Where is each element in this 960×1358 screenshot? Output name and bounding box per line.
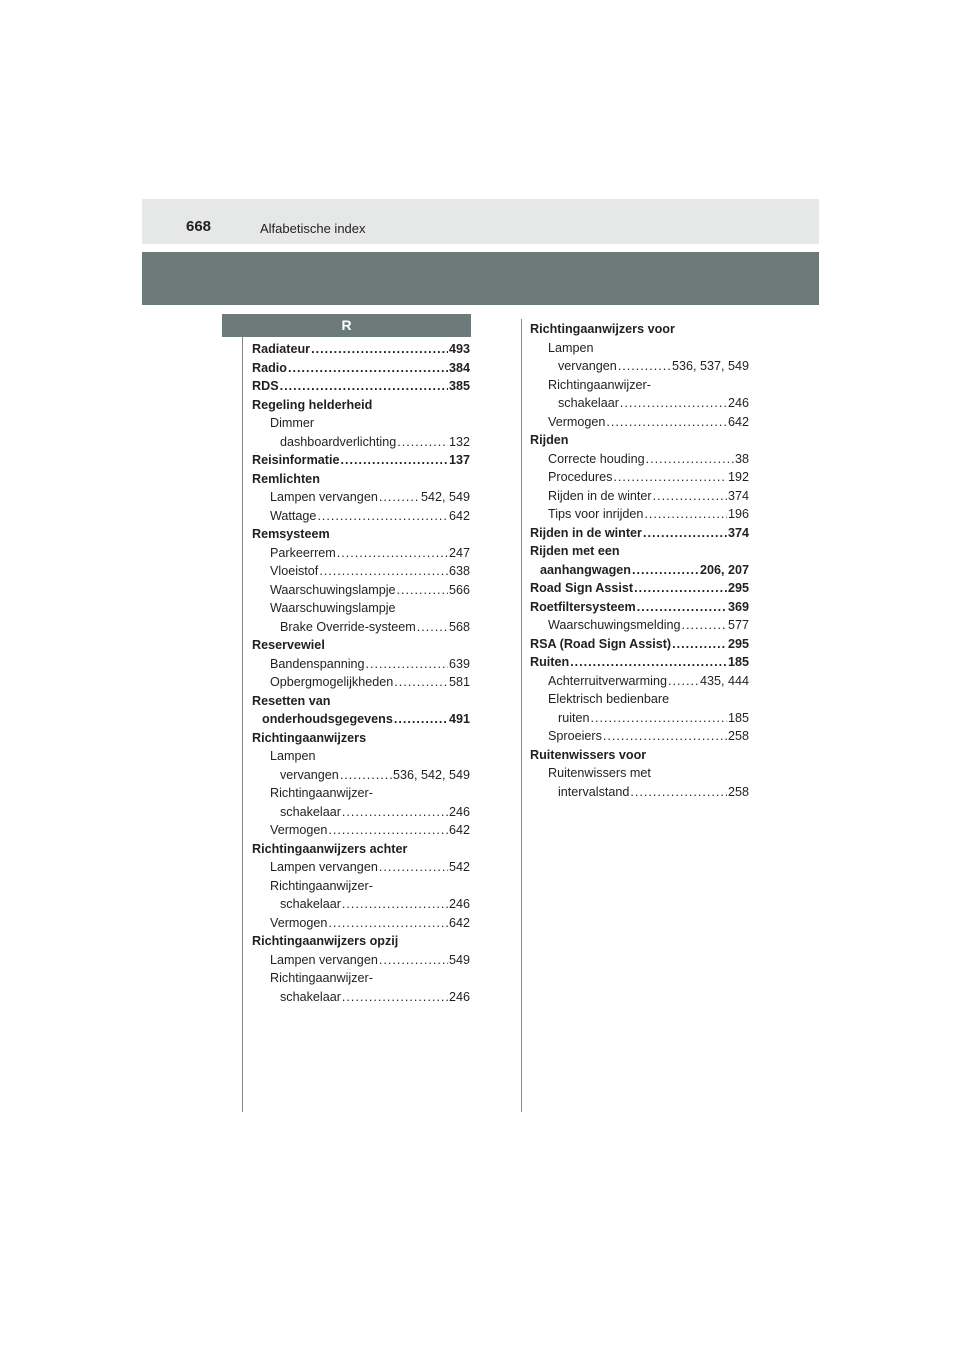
index-entry-page[interactable]: 542, 549 bbox=[420, 490, 470, 504]
index-entry bbox=[252, 581, 470, 600]
index-entry bbox=[530, 339, 749, 358]
index-entry-page[interactable]: 247 bbox=[448, 545, 470, 560]
index-entry-text: Bandenspanning bbox=[270, 656, 365, 671]
index-entry-text: Waarschuwingslampje bbox=[270, 582, 396, 597]
index-entry-text: Vloeistof bbox=[270, 564, 319, 578]
index-entry bbox=[530, 487, 749, 506]
index-entry bbox=[252, 766, 470, 785]
index-entry bbox=[530, 357, 749, 376]
index-entry-page[interactable]: 258 bbox=[727, 729, 749, 743]
leader-dots bbox=[379, 858, 448, 877]
index-entry bbox=[252, 988, 470, 1007]
page-number: 668 bbox=[186, 218, 212, 235]
leader-dots bbox=[620, 394, 727, 413]
leader-dots bbox=[394, 673, 448, 692]
index-entry bbox=[252, 710, 470, 729]
middle-column-rule bbox=[521, 319, 522, 1112]
index-entry bbox=[252, 359, 470, 378]
index-entry bbox=[530, 450, 749, 469]
leader-dots bbox=[328, 914, 448, 933]
index-entry bbox=[530, 394, 749, 413]
index-entry-text: Road Sign Assist bbox=[530, 581, 634, 595]
leader-dots bbox=[328, 821, 448, 840]
index-entry bbox=[252, 729, 470, 748]
index-entry-page[interactable]: 246 bbox=[448, 989, 470, 1004]
index-entry-text: Reisinformatie bbox=[252, 453, 340, 467]
index-entry-page[interactable]: 581 bbox=[448, 675, 470, 689]
leader-dots bbox=[397, 581, 448, 600]
leader-dots bbox=[637, 598, 727, 617]
index-entry-page[interactable]: 566 bbox=[448, 582, 470, 597]
index-entry bbox=[252, 507, 470, 526]
index-entry-page[interactable]: 374 bbox=[727, 488, 749, 503]
leader-dots bbox=[643, 524, 727, 543]
index-entry-text: Parkeerrem bbox=[270, 545, 336, 560]
index-entry-text: Reservewiel bbox=[252, 638, 325, 652]
leader-dots bbox=[379, 488, 420, 507]
index-entry-page[interactable]: 536, 542, 549 bbox=[392, 767, 470, 782]
leader-dots bbox=[340, 451, 448, 470]
index-entry bbox=[530, 561, 749, 580]
index-entry-text: Rijden in de winter bbox=[548, 488, 652, 503]
index-entry-page[interactable]: 542 bbox=[448, 860, 470, 874]
index-entry-text: Rijden bbox=[530, 433, 569, 447]
index-entry-page[interactable]: 246 bbox=[448, 804, 470, 819]
index-entry-page[interactable]: 638 bbox=[448, 564, 470, 578]
index-entry-text: Wattage bbox=[270, 508, 317, 523]
index-entry bbox=[252, 914, 470, 933]
index-entry-text: Richtingaanwijzers voor bbox=[530, 322, 675, 336]
index-entry-page[interactable]: 196 bbox=[727, 507, 749, 521]
index-entry-text: Waarschuwingslampje bbox=[270, 601, 396, 615]
index-entry bbox=[252, 562, 470, 581]
index-entry-text: Ruiten bbox=[530, 655, 570, 669]
index-entry bbox=[530, 413, 749, 432]
index-entry-text: Elektrisch bedienbare bbox=[548, 692, 670, 706]
index-entry bbox=[252, 544, 470, 563]
index-entry-page[interactable]: 246 bbox=[448, 897, 470, 911]
index-entry-text: Vermogen bbox=[270, 915, 328, 930]
index-entry-page[interactable]: 385 bbox=[448, 379, 470, 393]
index-entry-page[interactable]: 258 bbox=[727, 784, 749, 799]
leader-dots bbox=[606, 413, 727, 432]
leader-dots bbox=[342, 895, 448, 914]
index-entry-text: RSA (Road Sign Assist) bbox=[530, 636, 672, 651]
index-entry-text: Radio bbox=[252, 360, 287, 375]
index-entry-text: dashboardverlichting bbox=[280, 434, 397, 449]
index-entry bbox=[252, 821, 470, 840]
index-column-2 bbox=[530, 320, 749, 801]
index-entry bbox=[530, 783, 749, 802]
index-entry-text: Dimmer bbox=[270, 416, 315, 430]
index-entry-page[interactable]: 185 bbox=[727, 710, 749, 725]
index-entry bbox=[252, 377, 470, 396]
leader-dots bbox=[337, 544, 448, 563]
index-entry-text: Richtingaanwijzer- bbox=[548, 377, 651, 392]
index-entry-text: aanhangwagen bbox=[540, 562, 631, 577]
leader-dots bbox=[644, 505, 727, 524]
leader-dots bbox=[342, 803, 448, 822]
index-entry bbox=[530, 709, 749, 728]
index-entry bbox=[252, 932, 470, 951]
index-entry bbox=[530, 727, 749, 746]
leader-dots bbox=[591, 709, 727, 728]
index-entry-text: ruiten bbox=[558, 710, 590, 725]
leader-dots bbox=[317, 507, 448, 526]
leader-dots bbox=[630, 783, 727, 802]
index-entry bbox=[252, 433, 470, 452]
index-entry-text: Vermogen bbox=[270, 823, 328, 837]
index-entry-page[interactable]: 493 bbox=[448, 342, 470, 356]
index-entry bbox=[530, 616, 749, 635]
index-entry-text: Richtingaanwijzers bbox=[252, 730, 367, 745]
leader-dots bbox=[646, 450, 734, 469]
index-entry-page[interactable]: 536, 537, 549 bbox=[671, 359, 749, 373]
leader-dots bbox=[340, 766, 392, 785]
leader-dots bbox=[632, 561, 699, 580]
index-entry bbox=[252, 673, 470, 692]
leader-dots bbox=[603, 727, 727, 746]
index-entry bbox=[530, 672, 749, 691]
index-entry-page[interactable]: 491 bbox=[448, 712, 470, 726]
index-entry bbox=[252, 636, 470, 655]
index-entry-page[interactable]: 132 bbox=[448, 434, 470, 449]
index-entry-text: Richtingaanwijzer- bbox=[270, 786, 373, 800]
index-entry-page[interactable]: 246 bbox=[727, 396, 749, 410]
index-entry-text: vervangen bbox=[280, 767, 339, 782]
index-entry-page[interactable]: 642 bbox=[727, 414, 749, 429]
leader-dots bbox=[634, 579, 727, 598]
index-entry bbox=[252, 803, 470, 822]
index-entry bbox=[252, 525, 470, 544]
index-entry-text: Lampen vervangen bbox=[270, 952, 378, 967]
index-entry bbox=[252, 488, 470, 507]
leader-dots bbox=[366, 655, 448, 674]
index-entry bbox=[530, 542, 749, 561]
leader-dots bbox=[394, 710, 448, 729]
index-entry bbox=[252, 877, 470, 896]
index-entry bbox=[530, 376, 749, 395]
leader-dots bbox=[342, 988, 448, 1007]
index-entry bbox=[530, 431, 749, 450]
index-entry-text: Richtingaanwijzer- bbox=[270, 971, 373, 985]
index-entry-text: RDS bbox=[252, 379, 279, 393]
index-entry-text: Lampen bbox=[270, 749, 316, 763]
index-entry-text: intervalstand bbox=[558, 784, 630, 799]
index-entry-text: Lampen vervangen bbox=[270, 860, 378, 874]
index-entry-text: Sproeiers bbox=[548, 729, 602, 743]
index-entry bbox=[530, 468, 749, 487]
leader-dots bbox=[288, 359, 448, 378]
index-entry bbox=[252, 969, 470, 988]
index-entry-page[interactable]: 577 bbox=[727, 618, 749, 632]
index-entry bbox=[530, 505, 749, 524]
index-entry bbox=[252, 599, 470, 618]
leader-dots bbox=[397, 433, 448, 452]
index-entry bbox=[252, 747, 470, 766]
index-entry-page[interactable]: 568 bbox=[448, 619, 470, 634]
index-entry-page[interactable]: 295 bbox=[727, 636, 749, 651]
leader-dots bbox=[379, 951, 448, 970]
index-entry-text: Correcte houding bbox=[548, 451, 645, 466]
index-entry-text: schakelaar bbox=[280, 897, 341, 911]
index-column-1 bbox=[252, 340, 470, 1006]
index-entry-text: Resetten van bbox=[252, 693, 331, 708]
leader-dots bbox=[618, 357, 671, 376]
index-entry-text: Ruitenwissers met bbox=[548, 766, 651, 780]
leader-dots bbox=[653, 487, 727, 506]
header-bar bbox=[142, 199, 819, 244]
index-entry-page[interactable]: 642 bbox=[448, 508, 470, 523]
index-entry-text: Ruitenwissers voor bbox=[530, 747, 647, 762]
index-entry-text: Opbergmogelijkheden bbox=[270, 675, 394, 689]
index-entry-text: schakelaar bbox=[280, 989, 341, 1004]
leader-dots bbox=[613, 468, 727, 487]
index-entry bbox=[530, 598, 749, 617]
index-entry-text: Brake Override-systeem bbox=[280, 619, 416, 634]
index-entry bbox=[252, 895, 470, 914]
index-entry-page[interactable]: 374 bbox=[727, 525, 749, 540]
index-entry-page[interactable]: 38 bbox=[734, 451, 749, 466]
index-entry bbox=[252, 451, 470, 470]
leader-dots bbox=[672, 635, 727, 654]
index-entry bbox=[530, 635, 749, 654]
index-entry-page[interactable]: 639 bbox=[448, 656, 470, 671]
index-entry-text: Regeling helderheid bbox=[252, 397, 373, 412]
index-entry-text: Tips voor inrijden bbox=[548, 507, 644, 521]
index-entry-text: Vermogen bbox=[548, 414, 606, 429]
index-entry-page[interactable]: 435, 444 bbox=[699, 673, 749, 688]
index-entry-text: Richtingaanwijzer- bbox=[270, 878, 373, 893]
index-entry-page[interactable]: 206, 207 bbox=[699, 562, 749, 577]
index-entry bbox=[252, 340, 470, 359]
leader-dots bbox=[570, 653, 727, 672]
leader-dots bbox=[311, 340, 448, 359]
index-entry-text: Richtingaanwijzers achter bbox=[252, 841, 408, 856]
index-entry-text: Rijden met een bbox=[530, 544, 620, 558]
index-entry-text: schakelaar bbox=[280, 804, 341, 819]
index-entry bbox=[530, 320, 749, 339]
leader-dots bbox=[682, 616, 727, 635]
index-entry-page[interactable]: 549 bbox=[448, 952, 470, 967]
index-entry-page[interactable]: 384 bbox=[448, 360, 470, 375]
leader-dots bbox=[319, 562, 448, 581]
index-entry bbox=[252, 951, 470, 970]
index-entry bbox=[530, 653, 749, 672]
index-entry-text: Radiateur bbox=[252, 342, 311, 356]
index-entry-text: schakelaar bbox=[558, 396, 619, 410]
index-entry bbox=[252, 692, 470, 711]
index-entry-text: Rijden in de winter bbox=[530, 525, 642, 540]
index-entry-page[interactable]: 185 bbox=[727, 655, 749, 669]
index-entry bbox=[252, 414, 470, 433]
index-entry-text: Waarschuwingsmelding bbox=[548, 618, 681, 632]
index-entry bbox=[252, 396, 470, 415]
leader-dots bbox=[668, 672, 699, 691]
index-entry-page[interactable]: 295 bbox=[727, 581, 749, 595]
header-band bbox=[142, 252, 819, 305]
index-entry-page[interactable]: 642 bbox=[448, 915, 470, 930]
index-entry-text: Achterruitverwarming bbox=[548, 673, 667, 688]
index-entry-text: Roetfiltersysteem bbox=[530, 599, 636, 614]
leader-dots bbox=[417, 618, 448, 637]
index-entry bbox=[252, 858, 470, 877]
index-entry-page[interactable]: 192 bbox=[727, 470, 749, 484]
index-letter-tab: R bbox=[222, 314, 471, 337]
index-entry-page[interactable]: 369 bbox=[727, 599, 749, 614]
index-entry bbox=[252, 470, 470, 489]
index-entry bbox=[252, 784, 470, 803]
index-entry-text: vervangen bbox=[558, 359, 617, 373]
index-entry bbox=[530, 746, 749, 765]
index-entry-text: onderhoudsgegevens bbox=[262, 712, 393, 726]
leader-dots bbox=[280, 377, 448, 396]
index-entry bbox=[530, 764, 749, 783]
index-entry bbox=[252, 618, 470, 637]
index-entry-text: Lampen bbox=[548, 340, 594, 355]
section-title: Alfabetische index bbox=[260, 221, 366, 236]
index-entry-text: Procedures bbox=[548, 470, 613, 484]
index-entry-text: Remlichten bbox=[252, 471, 320, 486]
index-entry bbox=[530, 579, 749, 598]
index-entry-text: Remsysteem bbox=[252, 527, 330, 541]
index-entry bbox=[530, 690, 749, 709]
index-entry-text: Richtingaanwijzers opzij bbox=[252, 934, 399, 948]
index-entry bbox=[252, 655, 470, 674]
left-column-rule bbox=[242, 337, 243, 1112]
index-entry-page[interactable]: 137 bbox=[448, 453, 470, 467]
index-entry bbox=[252, 840, 470, 859]
index-entry-text: Lampen vervangen bbox=[270, 490, 378, 504]
index-entry-page[interactable]: 642 bbox=[448, 823, 470, 837]
index-entry bbox=[530, 524, 749, 543]
